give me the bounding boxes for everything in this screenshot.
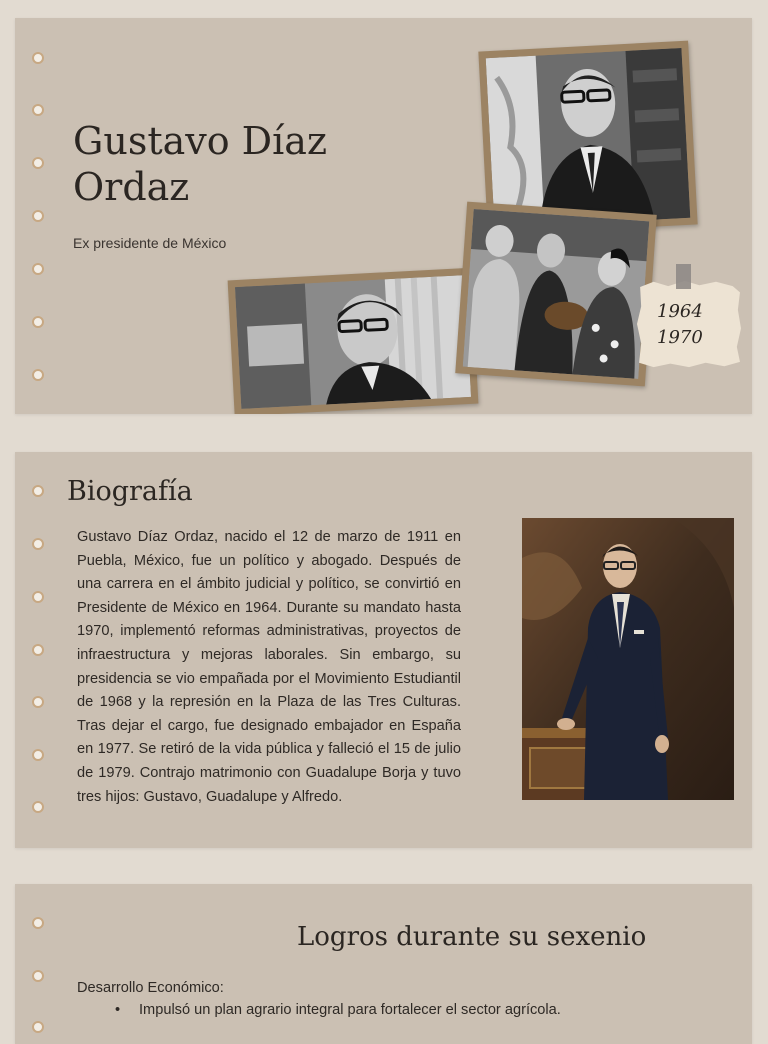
list-item <box>115 1002 561 1018</box>
photo-group-image <box>463 209 650 379</box>
section-label: Desarrollo Económico: <box>77 980 224 996</box>
photo-group <box>455 202 657 387</box>
tape-icon <box>676 264 691 289</box>
binder-hole-icon <box>32 157 44 169</box>
term-start-year: 1964 <box>657 301 703 322</box>
official-portrait-image <box>522 518 734 800</box>
term-end-year: 1970 <box>657 327 703 348</box>
binder-hole-icon <box>32 263 44 275</box>
binder-hole-icon <box>32 316 44 328</box>
binder-hole-icon <box>32 538 44 550</box>
binder-hole-icon <box>32 801 44 813</box>
term-years <box>657 299 737 351</box>
photo-speech <box>228 268 479 414</box>
binder-hole-icon <box>32 1021 44 1033</box>
binder-hole-icon <box>32 970 44 982</box>
title-line-1: Gustavo Díaz <box>73 119 327 163</box>
binder-hole-icon <box>32 485 44 497</box>
photo-speech-image <box>235 275 471 409</box>
binder-hole-icon <box>32 644 44 656</box>
bullet-icon: • <box>115 1002 121 1018</box>
binder-hole-icon <box>32 917 44 929</box>
title-line-2: Ordaz <box>73 165 190 209</box>
binder-hole-icon <box>32 696 44 708</box>
binder-hole-icon <box>32 210 44 222</box>
binder-hole-icon <box>32 52 44 64</box>
list-item-text: Impulsó un plan agrario integral para fortalecer el sector agrícola. <box>139 1002 561 1018</box>
binder-hole-icon <box>32 369 44 381</box>
subtitle: Ex presidente de México <box>73 235 227 251</box>
binder-hole-icon <box>32 749 44 761</box>
biography-slide <box>15 452 752 848</box>
binder-hole-icon <box>32 591 44 603</box>
photo-flag-portrait-image <box>486 48 691 228</box>
biography-heading: Biografía <box>67 476 193 507</box>
achievements-slide <box>15 884 752 1044</box>
achievements-heading: Logros durante su sexenio <box>297 922 647 952</box>
title-slide <box>15 18 752 414</box>
biography-text: Gustavo Díaz Ordaz, nacido el 12 de marzo de 1911 en Puebla, México, fue un político y abogado. Después de una carrera en el ámbito judicial y político, se convirtió en Presidente de México en 1964. Durante su mandato hasta 1970, implementó reformas administrativas, proyectos de infraestructura y mejoras laborales. Sin embargo, su presidencia se vio empañada por el Movimiento Estudiantil de 1968 y la represión en la Plaza de las Tres Culturas. Tras dejar el cargo, fue designado embajador en España en 1977. Se retiró de la vida pública y falleció el 15 de julio de 1979. Contrajo matrimonio con Guadalupe Borja y tuvo tres hijos: Gustavo, Guadalupe y Alfredo. <box>77 529 461 805</box>
page-title <box>73 118 327 210</box>
binder-hole-icon <box>32 104 44 116</box>
